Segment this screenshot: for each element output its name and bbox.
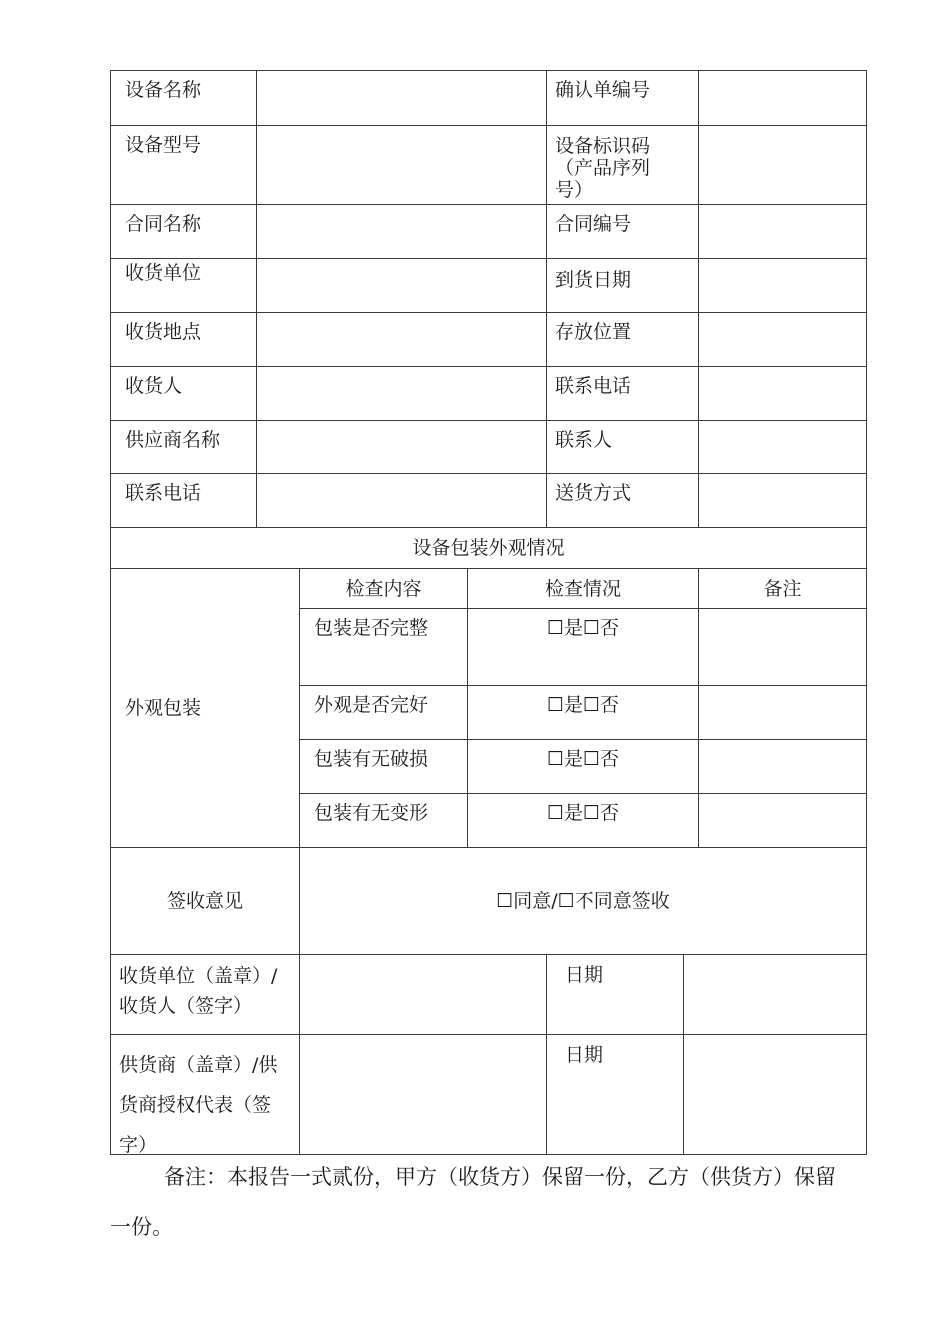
check-item-status[interactable]: ☐是☐否 — [467, 739, 699, 794]
label-receiving-unit: 收货单位 — [110, 258, 257, 313]
value-storage-location[interactable] — [698, 312, 867, 367]
check-item-status[interactable]: ☐是☐否 — [467, 685, 699, 740]
date-label-receiver: 日期 — [546, 954, 684, 1035]
header-check-status: 检查情况 — [467, 568, 699, 609]
header-remark: 备注 — [698, 568, 867, 609]
date-label-supplier: 日期 — [546, 1034, 684, 1155]
label-receiver: 收货人 — [110, 366, 257, 421]
value-arrival-date[interactable] — [698, 258, 867, 313]
signature-label-receiver: 收货单位（盖章）/收货人（签字） — [110, 954, 300, 1035]
check-item-content: 包装有无变形 — [299, 793, 468, 848]
section-title-packaging: 设备包装外观情况 — [110, 527, 867, 569]
date-value-receiver[interactable] — [683, 954, 867, 1035]
label-device-model: 设备型号 — [110, 125, 257, 205]
label-confirmation-number: 确认单编号 — [546, 70, 699, 126]
value-confirmation-number[interactable] — [698, 70, 867, 126]
label-storage-location: 存放位置 — [546, 312, 699, 367]
signature-label-supplier: 供货商（盖章）/供货商授权代表（签字） — [110, 1034, 300, 1155]
label-contact-person: 联系人 — [546, 420, 699, 474]
check-item-status[interactable]: ☐是☐否 — [467, 608, 699, 686]
check-item-remark[interactable] — [698, 739, 867, 794]
value-supplier-name[interactable] — [256, 420, 547, 474]
value-device-name[interactable] — [256, 70, 547, 126]
check-item-status[interactable]: ☐是☐否 — [467, 793, 699, 848]
check-item-content: 包装有无破损 — [299, 739, 468, 794]
label-arrival-date: 到货日期 — [546, 258, 699, 313]
check-item-remark[interactable] — [698, 685, 867, 740]
value-delivery-method[interactable] — [698, 473, 867, 528]
signature-area-supplier[interactable] — [299, 1034, 547, 1155]
label-receiver-phone: 联系电话 — [546, 366, 699, 421]
label-supplier-phone: 联系电话 — [110, 473, 257, 528]
footer-note: 备注：本报告一式贰份，甲方（收货方）保留一份，乙方（供货方）保留一份。 — [110, 1165, 836, 1239]
value-contract-name[interactable] — [256, 204, 547, 259]
header-check-content: 检查内容 — [299, 568, 468, 609]
value-supplier-phone[interactable] — [256, 473, 547, 528]
signoff-label: 签收意见 — [110, 847, 300, 955]
check-item-remark[interactable] — [698, 608, 867, 686]
signature-area-receiver[interactable] — [299, 954, 547, 1035]
label-delivery-method: 送货方式 — [546, 473, 699, 528]
label-supplier-name: 供应商名称 — [110, 420, 257, 474]
category-label-packaging: 外观包装 — [110, 568, 300, 848]
value-contact-person[interactable] — [698, 420, 867, 474]
value-receiving-location[interactable] — [256, 312, 547, 367]
check-item-content: 包装是否完整 — [299, 608, 468, 686]
value-device-id-code[interactable] — [698, 125, 867, 205]
value-receiver[interactable] — [256, 366, 547, 421]
label-device-name: 设备名称 — [110, 70, 257, 126]
label-contract-name: 合同名称 — [110, 204, 257, 259]
date-value-supplier[interactable] — [683, 1034, 867, 1155]
check-item-content: 外观是否完好 — [299, 685, 468, 740]
signoff-options[interactable]: ☐同意/☐不同意签收 — [299, 847, 867, 955]
label-receiving-location: 收货地点 — [110, 312, 257, 367]
check-item-remark[interactable] — [698, 793, 867, 848]
value-receiving-unit[interactable] — [256, 258, 547, 313]
label-device-id-code: 设备标识码（产品序列号） — [546, 125, 699, 205]
value-receiver-phone[interactable] — [698, 366, 867, 421]
value-device-model[interactable] — [256, 125, 547, 205]
label-contract-number: 合同编号 — [546, 204, 699, 259]
value-contract-number[interactable] — [698, 204, 867, 259]
